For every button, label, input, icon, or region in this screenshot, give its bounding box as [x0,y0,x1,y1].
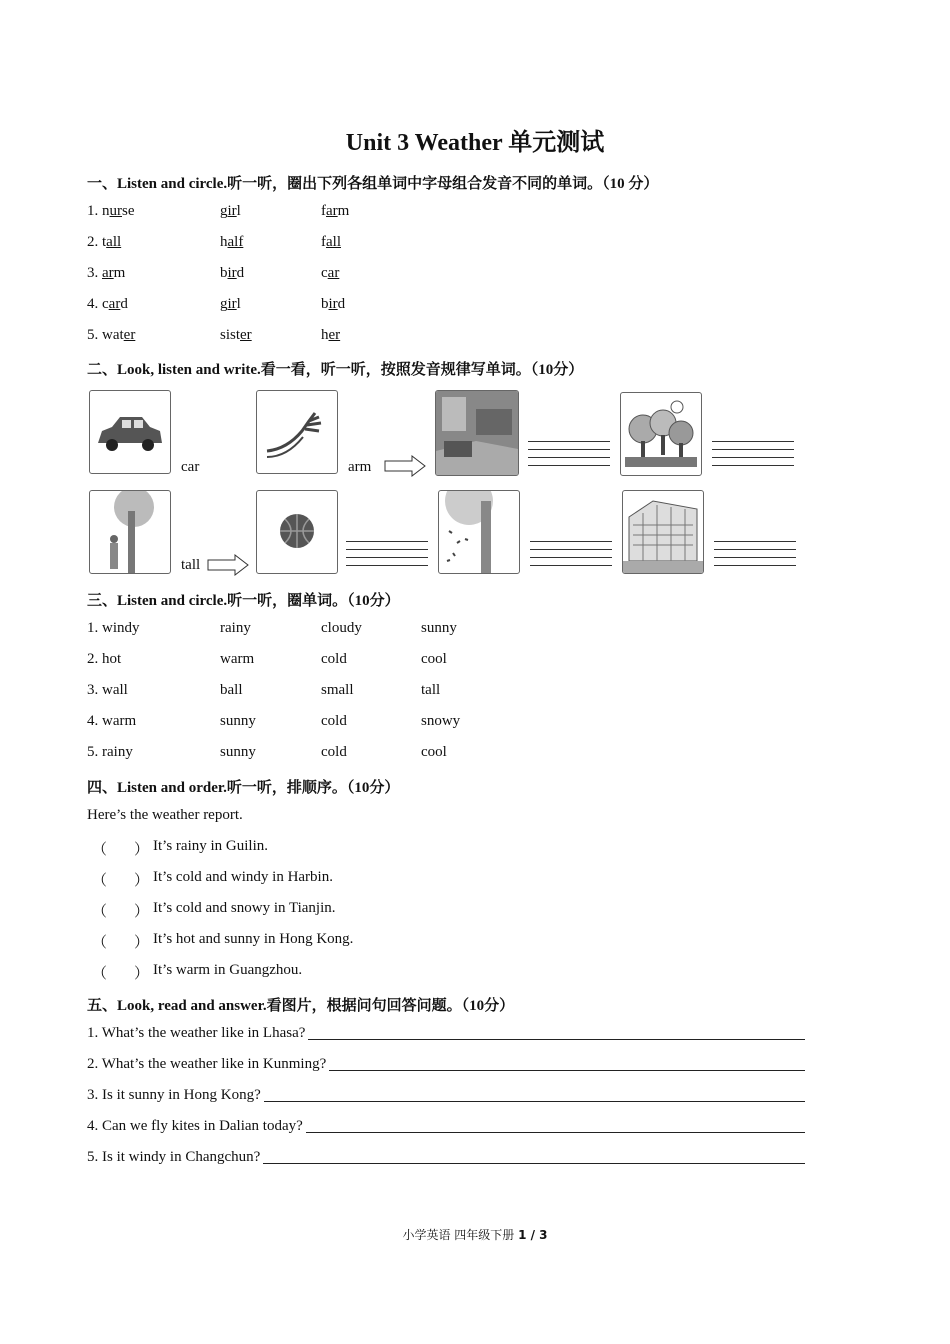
word-part: f [321,234,326,250]
question-row [87,1056,805,1073]
tall-tree-icon [90,491,170,573]
section3-heading: 三、Listen and circle.听一听，圈单词。（10分） [87,593,400,609]
building-picture [622,490,704,574]
weather-report-intro: Here’s the weather report. [87,807,243,823]
word-part: n [102,203,110,219]
order-paren-close: ） [134,966,150,982]
underlined-letters: ar [326,203,338,219]
word-option[interactable]: cool [421,651,447,667]
word-part: h [321,327,329,343]
label-car: car [181,459,200,475]
answer-line[interactable] [308,1025,805,1040]
item-number: 5. [87,327,102,343]
word-part: wat [102,327,124,343]
question-row [87,1118,805,1135]
order-paren-open: （ [92,935,108,951]
underlined-letters: ir [227,203,237,219]
footer-text: 小学英语 四年级下册 [402,1228,519,1242]
question-text: 1. What’s the weather like in Lhasa? [87,1025,306,1041]
write-lines[interactable] [712,441,794,475]
write-lines[interactable] [530,541,612,575]
word-part: d [120,296,128,312]
order-paren-close: ） [134,904,150,920]
order-answer-blank[interactable] [110,838,132,856]
word-part: g [220,203,228,219]
word-option[interactable] [87,234,121,251]
ball-picture [256,490,338,574]
word-part: f [321,203,326,219]
word-option[interactable] [321,327,340,344]
car-icon [90,391,170,473]
order-sentence: It’s cold and windy in Harbin. [153,869,333,885]
item-number: 2. [87,234,102,250]
word-option[interactable] [220,203,241,220]
question-row [87,1149,805,1166]
item-number: 1. [87,203,102,219]
word-option[interactable] [87,203,135,220]
word-part: l [236,203,241,219]
order-sentence: It’s cold and snowy in Tianjin. [153,900,336,916]
word-part: h [220,234,228,250]
word-part: sist [220,327,241,343]
room-icon [436,391,518,475]
word-part: m [337,203,350,219]
order-answer-blank[interactable] [110,869,132,887]
word-option[interactable]: cold [321,651,347,667]
falling-leaves-icon [439,491,519,573]
question-text: 4. Can we fly kites in Dalian today? [87,1118,303,1134]
answer-line[interactable] [306,1118,805,1133]
word-option[interactable] [321,296,345,313]
word-option[interactable]: sunny [220,713,256,729]
order-paren-close: ） [134,873,150,889]
order-paren-open: （ [92,842,108,858]
answer-line[interactable] [264,1087,805,1102]
question-text: 3. Is it sunny in Hong Kong? [87,1087,261,1103]
word-part: d [337,296,346,312]
label-arm: arm [348,459,372,475]
underlined-letters: ir [227,265,237,281]
word-option[interactable]: warm [220,651,255,667]
word-part: d [236,265,245,281]
arm-icon [257,391,337,473]
item-number: 3. [87,265,102,281]
word-part: g [220,296,228,312]
word-part: m [113,265,126,281]
order-paren-open: （ [92,873,108,889]
order-answer-blank[interactable] [110,900,132,918]
underlined-letters: ar [327,265,340,281]
word-option[interactable] [87,327,135,344]
underlined-letters: ar [108,296,121,312]
word-option[interactable]: cloudy [321,620,362,636]
tall-tree-picture [89,490,171,574]
underlined-letters: er [123,327,136,343]
page-number: 1 / 3 [518,1228,548,1242]
underlined-letters: ir [328,296,338,312]
section5-heading: 五、Look, read and answer.看图片，根据问句回答问题。（10分） [87,998,515,1014]
order-sentence: It’s hot and sunny in Hong Kong. [153,931,354,947]
word-option[interactable]: 2. hot [87,651,122,667]
order-paren-open: （ [92,904,108,920]
underlined-letters: er [328,327,341,343]
word-option[interactable] [321,234,341,251]
word-option[interactable]: small [321,682,354,698]
word-part: t [102,234,107,250]
underlined-letters: ar [102,265,114,281]
underlined-letters: all [326,234,341,250]
falling-leaves-picture [438,490,520,574]
order-answer-blank[interactable] [110,962,132,980]
arrow-right-icon [207,554,249,576]
word-option[interactable]: 1. windy [87,620,140,636]
order-paren-open: （ [92,966,108,982]
word-option[interactable] [220,296,241,313]
page-footer [0,1226,950,1243]
word-option[interactable]: snowy [421,713,461,729]
word-option[interactable]: 5. rainy [87,744,133,760]
word-option[interactable]: rainy [220,620,251,636]
word-part: c [321,265,328,281]
word-option[interactable]: 4. warm [87,713,137,729]
word-part: se [122,203,135,219]
word-option[interactable]: sunny [220,744,256,760]
answer-line[interactable] [263,1149,805,1164]
word-option[interactable] [87,296,128,313]
write-lines[interactable] [346,541,428,575]
underlined-letters: ir [227,296,237,312]
word-part: b [321,296,329,312]
section2-heading: 二、Look, listen and write.看一看，听一听，按照发音规律写单词。（10分） [87,362,584,378]
ball-icon [257,491,337,573]
underlined-letters: alf [227,234,244,250]
room-picture [435,390,519,476]
underlined-letters: er [240,327,252,343]
word-part: c [102,296,109,312]
word-option[interactable]: cold [321,713,347,729]
arrow-right-icon [384,455,426,477]
word-option[interactable]: ball [220,682,243,698]
page-title: Unit 3 Weather 单元测试 [345,130,605,156]
word-option[interactable] [321,265,339,282]
trees-picture [620,392,702,476]
write-lines[interactable] [528,441,610,475]
word-part: l [236,296,241,312]
trees-icon [621,393,701,475]
item-number: 4. [87,296,102,312]
write-lines[interactable] [714,541,796,575]
underlined-letters: ur [109,203,122,219]
order-paren-close: ） [134,935,150,951]
order-paren-close: ） [134,842,150,858]
order-sentence: It’s rainy in Guilin. [153,838,268,854]
question-row [87,1025,805,1042]
order-sentence: It’s warm in Guangzhou. [153,962,303,978]
word-option[interactable]: tall [421,682,441,698]
underlined-letters: all [106,234,122,250]
answer-line[interactable] [329,1056,805,1071]
car-picture [89,390,171,474]
word-part: b [220,265,228,281]
question-text: 5. Is it windy in Changchun? [87,1149,261,1165]
label-tall: tall [181,557,201,573]
word-option[interactable] [220,327,252,344]
word-option[interactable] [220,265,244,282]
word-option[interactable]: cold [321,744,347,760]
word-option[interactable]: 3. wall [87,682,128,698]
word-option[interactable]: sunny [421,620,457,636]
word-option[interactable] [321,203,349,220]
order-answer-blank[interactable] [110,931,132,949]
question-text: 2. What’s the weather like in Kunming? [87,1056,327,1072]
building-icon [623,491,703,573]
section1-heading: 一、Listen and circle.听一听，圈出下列各组单词中字母组合发音不同的单词。（10 分） [87,176,659,192]
word-option[interactable] [87,265,125,282]
question-row [87,1087,805,1104]
section4-heading: 四、Listen and order.听一听，排顺序。（10分） [87,780,400,796]
word-option[interactable] [220,234,243,251]
arm-picture [256,390,338,474]
word-option[interactable]: cool [421,744,447,760]
